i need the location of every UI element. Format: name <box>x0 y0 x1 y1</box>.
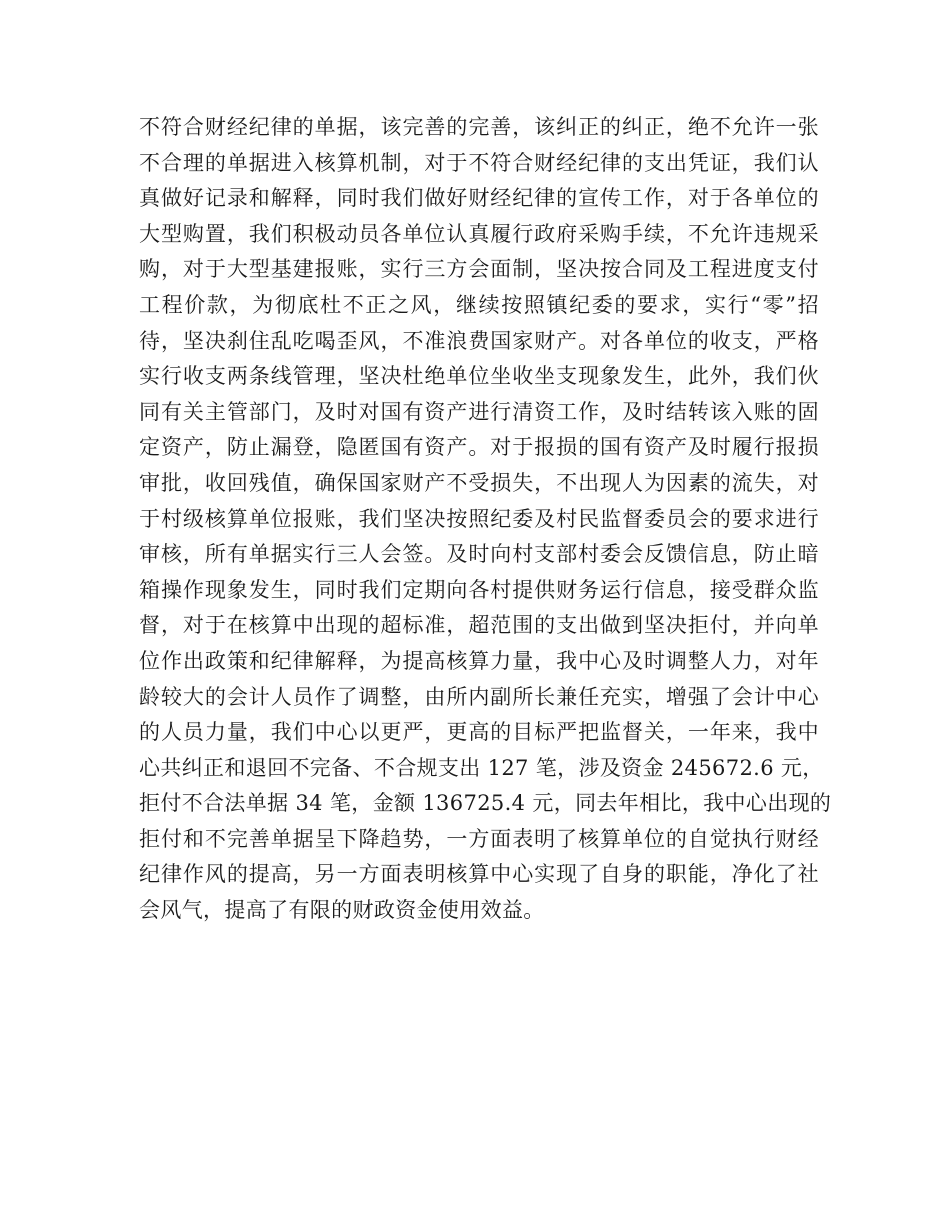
text-line: 拒付不合法单据 34 笔，金额 136725.4 元，同去年相比，我中心出现的 <box>139 791 832 816</box>
text-line: 位作出政策和纪律解释，为提高核算力量，我中心及时调整人力，对年 <box>139 648 819 673</box>
text-line: 心共纠正和退回不完备、不合规支出 127 笔，涉及资金 245672.6 元， <box>139 755 824 780</box>
text-line: 同有关主管部门，及时对国有资产进行清资工作，及时结转该入账的固 <box>139 399 819 424</box>
text-line: 拒付和不完善单据呈下降趋势，一方面表明了核算单位的自觉执行财经 <box>139 826 819 851</box>
text-line: 实行收支两条线管理，坚决杜绝单位坐收坐支现象发生，此外，我们伙 <box>139 364 819 389</box>
text-line: 督，对于在核算中出现的超标准，超范围的支出做到坚决拒付，并向单 <box>139 613 819 638</box>
text-line: 龄较大的会计人员作了调整，由所内副所长兼任充实，增强了会计中心 <box>139 684 819 709</box>
text-line: 不合理的单据进入核算机制，对于不符合财经纪律的支出凭证，我们认 <box>139 150 819 175</box>
text-line: 纪律作风的提高，另一方面表明核算中心实现了自身的职能，净化了社 <box>139 862 819 887</box>
body-paragraph <box>139 110 832 929</box>
text-line: 审批，收回残值，确保国家财产不受损失，不出现人为因素的流失，对 <box>139 470 819 495</box>
text-line: 大型购置，我们积极动员各单位认真履行政府采购手续，不允许违规采 <box>139 221 819 246</box>
text-line: 箱操作现象发生，同时我们定期向各村提供财务运行信息，接受群众监 <box>139 577 819 602</box>
text-line: 工程价款，为彻底杜不正之风，继续按照镇纪委的要求，实行“零”招 <box>139 292 819 317</box>
text-line: 的人员力量，我们中心以更严，更高的目标严把监督关，一年来，我中 <box>139 720 819 745</box>
text-line: 待，坚决刹住乱吃喝歪风，不准浪费国家财产。对各单位的收支，严格 <box>139 328 819 353</box>
text-line: 审核，所有单据实行三人会签。及时向村支部村委会反馈信息，防止暗 <box>139 542 819 567</box>
text-line: 会风气，提高了有限的财政资金使用效益。 <box>139 898 545 923</box>
text-line: 于村级核算单位报账，我们坚决按照纪委及村民监督委员会的要求进行 <box>139 506 819 531</box>
text-line: 定资产，防止漏登，隐匿国有资产。对于报损的国有资产及时履行报损 <box>139 435 819 460</box>
text-line: 真做好记录和解释，同时我们做好财经纪律的宣传工作，对于各单位的 <box>139 186 819 211</box>
text-line: 购，对于大型基建报账，实行三方会面制，坚决按合同及工程进度支付 <box>139 257 819 282</box>
text-line: 不符合财经纪律的单据，该完善的完善，该纠正的纠正，绝不允许一张 <box>139 115 819 139</box>
